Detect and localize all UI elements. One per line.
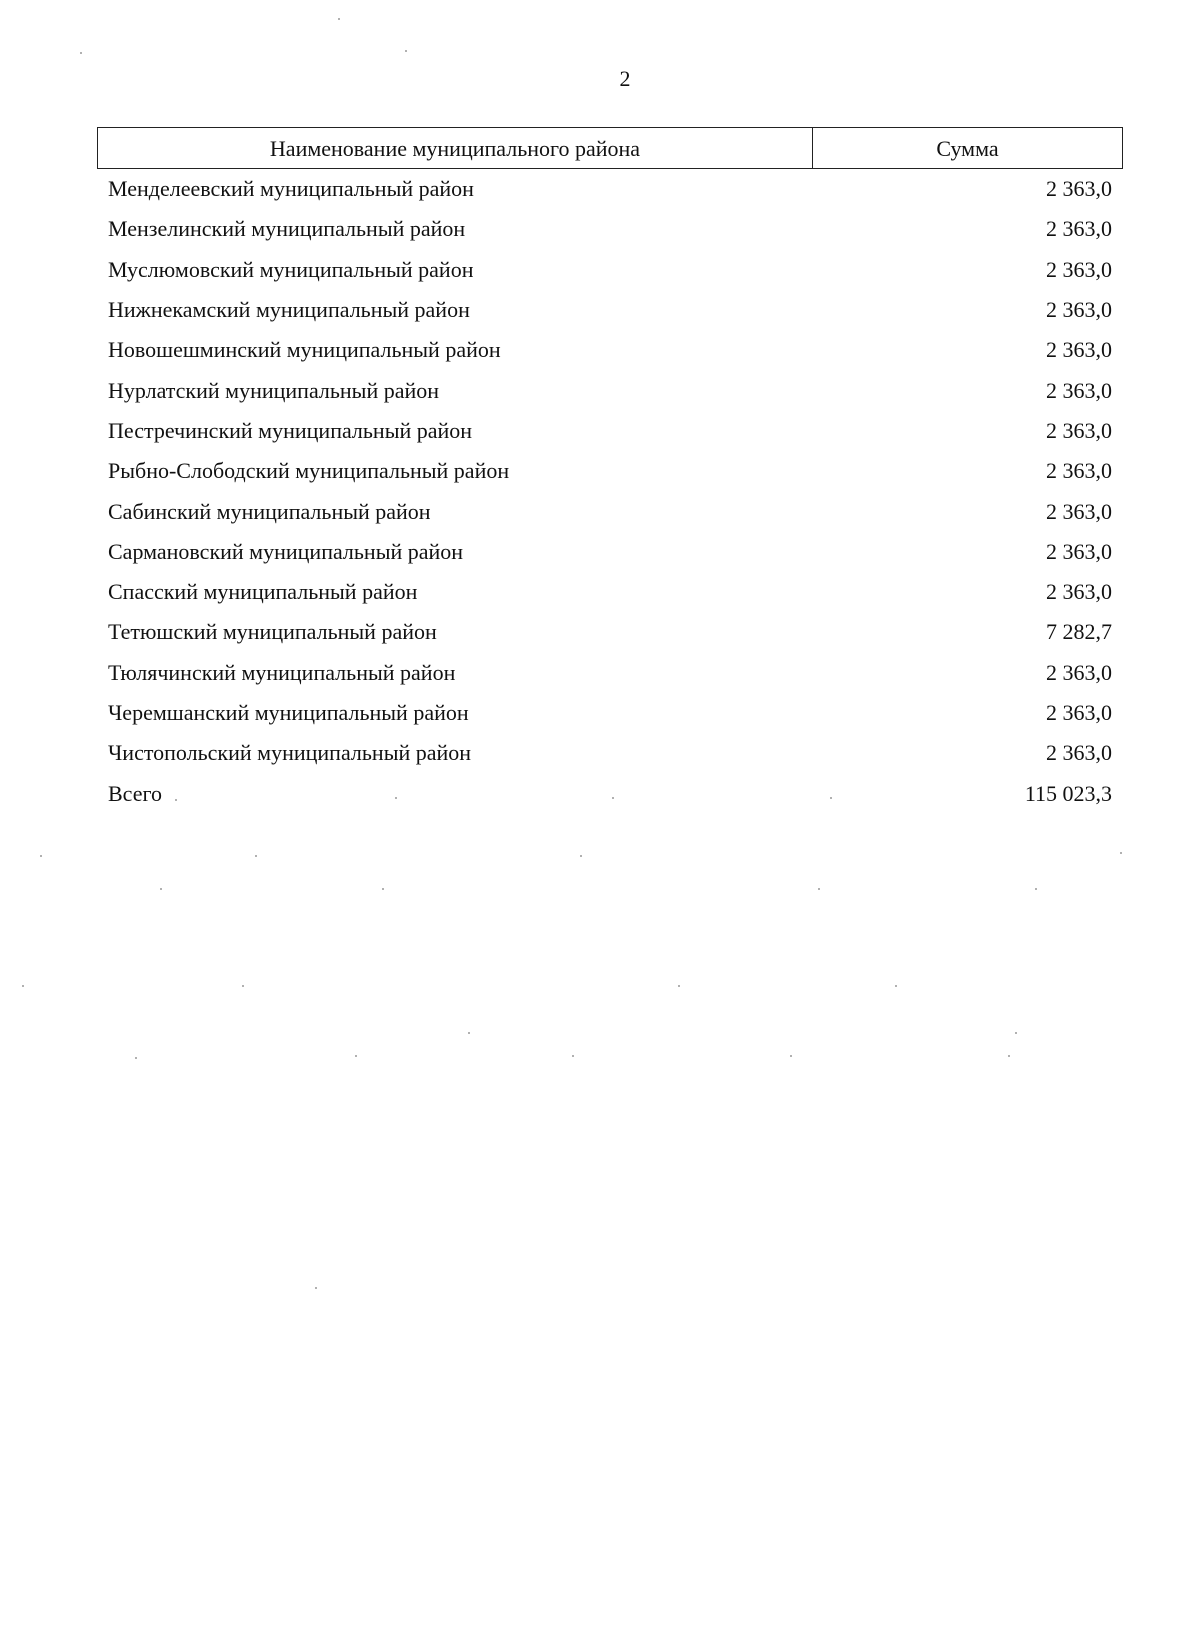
district-sum: 2 363,0 xyxy=(1046,458,1112,484)
scan-speck xyxy=(40,855,42,857)
total-label: Всего xyxy=(108,780,162,806)
scan-speck xyxy=(315,1287,317,1289)
scan-speck xyxy=(830,797,832,799)
scan-speck xyxy=(1015,1032,1017,1034)
district-sum: 2 363,0 xyxy=(1046,256,1112,282)
district-sum: 2 363,0 xyxy=(1046,297,1112,323)
district-name: Рыбно-Слободский муниципальный район xyxy=(108,458,510,484)
scan-speck xyxy=(1120,852,1122,854)
table-row xyxy=(97,733,1123,773)
district-sum: 2 363,0 xyxy=(1046,337,1112,363)
scan-speck xyxy=(580,855,582,857)
district-sum: 2 363,0 xyxy=(1046,417,1112,443)
district-sum: 2 363,0 xyxy=(1046,700,1112,725)
scan-speck xyxy=(790,1055,792,1057)
scan-speck xyxy=(405,50,407,52)
table-row xyxy=(97,532,1123,572)
district-sum: 2 363,0 xyxy=(1046,216,1112,242)
column-header-name: Наименование муниципального района xyxy=(98,128,813,168)
table-row xyxy=(97,169,1123,209)
district-sum: 7 282,7 xyxy=(1046,619,1112,645)
table-row xyxy=(97,330,1123,370)
district-name: Тюлячинский муниципальный район xyxy=(108,659,456,685)
scan-speck xyxy=(382,888,384,890)
scan-speck xyxy=(80,52,82,54)
district-name: Муслюмовский муниципальный район xyxy=(108,256,474,282)
scan-speck xyxy=(255,855,257,857)
table-row xyxy=(97,693,1123,733)
district-name: Нурлатский муниципальный район xyxy=(108,377,440,403)
table-row xyxy=(97,209,1123,249)
district-name: Черемшанский муниципальный район xyxy=(108,700,469,725)
scan-speck xyxy=(242,985,244,987)
scan-speck xyxy=(895,985,897,987)
district-sum: 2 363,0 xyxy=(1046,579,1112,605)
district-name: Сабинский муниципальный район xyxy=(108,498,431,524)
district-sum: 2 363,0 xyxy=(1046,538,1112,564)
district-name: Тетюшский муниципальный район xyxy=(108,619,437,645)
table-row xyxy=(97,370,1123,410)
table-row xyxy=(97,653,1123,693)
district-name: Мензелинский муниципальный район xyxy=(108,216,466,242)
scan-speck xyxy=(338,18,340,20)
district-name: Пестречинский муниципальный район xyxy=(108,417,473,443)
scan-speck xyxy=(1035,888,1037,890)
scan-speck xyxy=(572,1055,574,1057)
scan-speck xyxy=(395,797,397,799)
table-row xyxy=(97,451,1123,491)
district-sum: 2 363,0 xyxy=(1046,176,1112,202)
district-sum: 2 363,0 xyxy=(1046,740,1112,766)
district-sum: 2 363,0 xyxy=(1046,377,1112,403)
scan-speck xyxy=(468,1032,470,1034)
district-name: Менделеевский муниципальный район xyxy=(108,176,474,202)
scan-speck xyxy=(355,1055,357,1057)
table-header xyxy=(97,127,1123,169)
district-name: Чистопольский муниципальный район xyxy=(108,740,472,766)
district-sum: 2 363,0 xyxy=(1046,659,1112,685)
total-row xyxy=(97,773,1123,813)
district-sum: 2 363,0 xyxy=(1046,498,1112,524)
table-row xyxy=(97,612,1123,652)
column-header-sum: Сумма xyxy=(936,136,999,161)
table-row xyxy=(97,572,1123,612)
total-sum: 115 023,3 xyxy=(1024,780,1112,806)
scan-speck xyxy=(612,797,614,799)
district-name: Нижнекамский муниципальный район xyxy=(108,297,470,323)
table-body xyxy=(97,169,1123,814)
district-name: Сармановский муниципальный район xyxy=(108,538,464,564)
table-row xyxy=(97,290,1123,330)
table-row xyxy=(97,491,1123,531)
scan-speck xyxy=(135,1057,137,1059)
scan-speck xyxy=(160,888,162,890)
page-number: 2 xyxy=(619,66,631,91)
scan-speck xyxy=(678,985,680,987)
district-name: Новошешминский муниципальный район xyxy=(108,337,501,363)
table-row xyxy=(97,411,1123,451)
scan-speck xyxy=(22,985,24,987)
scan-speck xyxy=(175,799,177,801)
table-row xyxy=(97,250,1123,290)
district-name: Спасский муниципальный район xyxy=(108,579,418,605)
scan-speck xyxy=(1008,1055,1010,1057)
scan-speck xyxy=(818,888,820,890)
